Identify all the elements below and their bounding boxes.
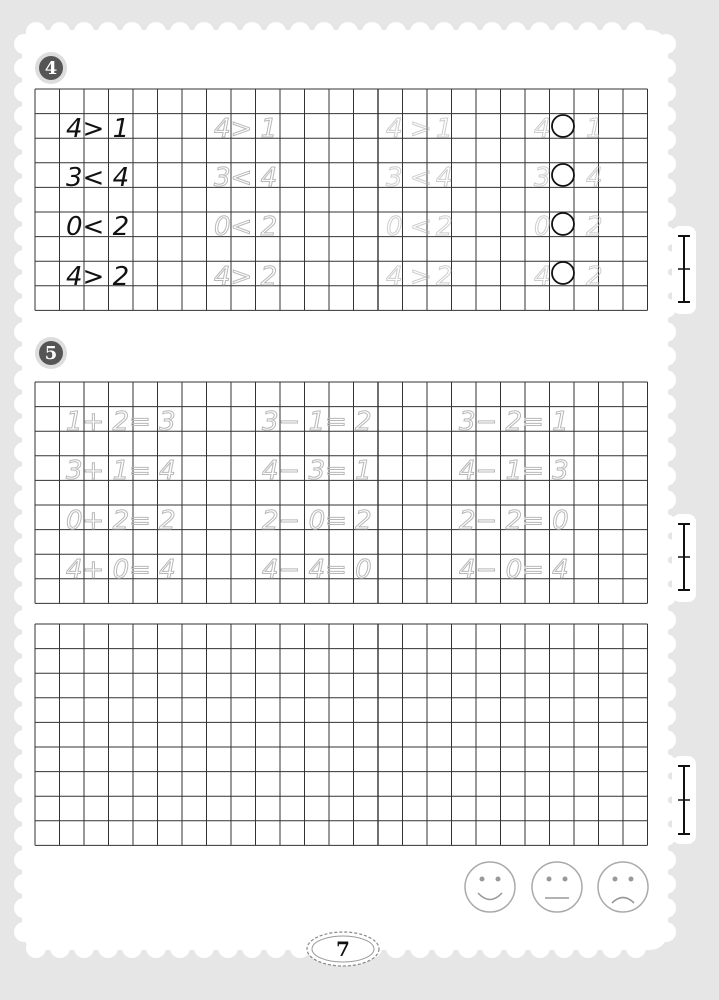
- page-edge-scallop: [410, 938, 430, 958]
- trace-equation: 4+ 0= 4: [66, 555, 176, 585]
- page-edge-scallop: [146, 938, 166, 958]
- page-edge-scallop: [14, 226, 34, 246]
- page-edge-scallop: [290, 22, 310, 42]
- page-edge-scallop: [656, 682, 676, 702]
- page-edge-scallop: [656, 874, 676, 894]
- page-edge-scallop: [14, 754, 34, 774]
- page-edge-scallop: [14, 898, 34, 918]
- page-edge-scallop: [656, 466, 676, 486]
- page-edge-scallop: [14, 346, 34, 366]
- trace-equation: 0+ 2= 2: [66, 506, 176, 536]
- page-edge-scallop: [14, 802, 34, 822]
- page-edge-scallop: [14, 490, 34, 510]
- page-edge-scallop: [74, 22, 94, 42]
- page-edge-scallop: [14, 298, 34, 318]
- task-badge-4: [35, 52, 67, 84]
- page-edge-scallop: [656, 346, 676, 366]
- page-edge-scallop: [554, 938, 574, 958]
- page-edge-scallop: [434, 22, 454, 42]
- page-edge-scallop: [656, 634, 676, 654]
- page-edge-scallop: [14, 370, 34, 390]
- page-edge-scallop: [458, 22, 478, 42]
- trace-equation: 4− 4= 0: [262, 555, 372, 585]
- trace-expression: 0< 2: [214, 212, 278, 242]
- page-edge-scallop: [434, 938, 454, 958]
- page-edge-scallop: [14, 250, 34, 270]
- page-edge-scallop: [74, 938, 94, 958]
- faint-left: 3: [386, 163, 403, 193]
- page-edge-scallop: [122, 22, 142, 42]
- page-edge-scallop: [656, 658, 676, 678]
- page-edge-scallop: [656, 394, 676, 414]
- page-edge-scallop: [386, 938, 406, 958]
- page-edge-scallop: [14, 130, 34, 150]
- margin-marker-1: [672, 226, 696, 314]
- page-edge-scallop: [656, 202, 676, 222]
- page-edge-scallop: [170, 22, 190, 42]
- page-edge-scallop: [656, 706, 676, 726]
- page-edge-scallop: [14, 466, 34, 486]
- page-edge-scallop: [14, 82, 34, 102]
- faint-right: 1: [436, 114, 453, 144]
- trace-equation: 4− 0= 4: [459, 555, 569, 585]
- example-expression: 4> 2: [66, 262, 130, 292]
- trace-equation: 4− 3= 1: [262, 456, 372, 486]
- page-edge-scallop: [242, 22, 262, 42]
- page-edge-scallop: [656, 106, 676, 126]
- page-edge-scallop: [14, 658, 34, 678]
- compare-right: 1: [586, 114, 603, 144]
- faint-sign: <: [410, 163, 432, 193]
- page-edge-scallop: [14, 154, 34, 174]
- page-edge-scallop: [14, 322, 34, 342]
- page-edge-scallop: [14, 682, 34, 702]
- page-edge-scallop: [338, 22, 358, 42]
- compare-circle[interactable]: [552, 262, 574, 284]
- page-edge-scallop: [626, 938, 646, 958]
- page-edge-scallop: [656, 442, 676, 462]
- page-edge-scallop: [194, 938, 214, 958]
- page-edge-scallop: [194, 22, 214, 42]
- faint-sign: >: [410, 114, 432, 144]
- compare-left: 3: [534, 163, 551, 193]
- page-edge-scallop: [14, 826, 34, 846]
- task-badge-5: [35, 337, 67, 369]
- faint-right: 2: [436, 262, 453, 292]
- compare-right: 4: [586, 163, 603, 193]
- page-edge-scallop: [458, 938, 478, 958]
- page-edge-scallop: [14, 634, 34, 654]
- happy-face-icon[interactable]: [465, 862, 515, 912]
- page-edge-scallop: [656, 154, 676, 174]
- faint-right: 4: [436, 163, 453, 193]
- page-edge-scallop: [218, 938, 238, 958]
- page-edge-scallop: [14, 178, 34, 198]
- page-edge-scallop: [146, 22, 166, 42]
- page-edge-scallop: [14, 562, 34, 582]
- faint-right: 2: [436, 212, 453, 242]
- margin-marker-3: [672, 756, 696, 844]
- faint-left: 0: [386, 212, 403, 242]
- compare-right: 2: [586, 262, 603, 292]
- faint-left: 4: [386, 114, 403, 144]
- page-edge-scallop: [98, 938, 118, 958]
- page-edge-scallop: [656, 610, 676, 630]
- page-edge-scallop: [14, 610, 34, 630]
- trace-expression: 3< 4: [214, 163, 278, 193]
- page-edge-scallop: [656, 850, 676, 870]
- page-edge-scallop: [14, 922, 34, 942]
- page-edge-scallop: [14, 850, 34, 870]
- page-edge-scallop: [656, 898, 676, 918]
- page-edge-scallop: [170, 938, 190, 958]
- page-edge-scallop: [410, 22, 430, 42]
- page-edge-scallop: [314, 22, 334, 42]
- page-edge-scallop: [50, 22, 70, 42]
- page-number: 7: [336, 937, 350, 961]
- compare-circle[interactable]: [552, 164, 574, 186]
- trace-equation: 2− 2= 0: [459, 506, 569, 536]
- compare-circle[interactable]: [552, 115, 574, 137]
- page-edge-scallop: [530, 22, 550, 42]
- trace-equation: 3− 2= 1: [459, 407, 569, 437]
- page-edge-scallop: [362, 22, 382, 42]
- compare-left: 0: [534, 212, 551, 242]
- trace-expression: 4> 1: [214, 114, 278, 144]
- page-edge-scallop: [218, 22, 238, 42]
- page-edge-scallop: [14, 706, 34, 726]
- page-edge-scallop: [14, 106, 34, 126]
- page-edge-scallop: [656, 730, 676, 750]
- compare-left: 4: [534, 114, 551, 144]
- trace-equation: 3+ 1= 4: [66, 456, 176, 486]
- page-edge-scallop: [14, 34, 34, 54]
- faint-left: 4: [386, 262, 403, 292]
- page-edge-scallop: [14, 394, 34, 414]
- page-edge-scallop: [656, 922, 676, 942]
- task-number: 5: [44, 343, 58, 364]
- trace-equation: 2− 0= 2: [262, 506, 372, 536]
- page-edge-scallop: [482, 938, 502, 958]
- page-edge-scallop: [14, 538, 34, 558]
- page-edge-scallop: [656, 130, 676, 150]
- page-edge-scallop: [50, 938, 70, 958]
- page-edge-scallop: [14, 202, 34, 222]
- page-edge-scallop: [530, 938, 550, 958]
- page-edge-scallop: [578, 938, 598, 958]
- page-edge-scallop: [602, 22, 622, 42]
- compare-right: 2: [586, 212, 603, 242]
- trace-equation: 4− 1= 3: [459, 456, 569, 486]
- page-edge-scallop: [14, 778, 34, 798]
- margin-marker-2: [672, 514, 696, 602]
- page-edge-scallop: [14, 274, 34, 294]
- example-expression: 0< 2: [66, 212, 130, 242]
- page-edge-scallop: [14, 418, 34, 438]
- page-edge-scallop: [602, 938, 622, 958]
- page-edge-scallop: [506, 938, 526, 958]
- trace-equation: 3− 1= 2: [262, 407, 372, 437]
- compare-left: 4: [534, 262, 551, 292]
- page-edge-scallop: [656, 370, 676, 390]
- page-edge-scallop: [14, 514, 34, 534]
- page-edge-scallop: [386, 22, 406, 42]
- page-edge-scallop: [626, 22, 646, 42]
- page-edge-scallop: [656, 322, 676, 342]
- page-edge-scallop: [656, 178, 676, 198]
- page-edge-scallop: [242, 938, 262, 958]
- page-edge-scallop: [266, 22, 286, 42]
- page-edge-scallop: [656, 34, 676, 54]
- task-number: 4: [44, 58, 58, 79]
- trace-expression: 4> 2: [214, 262, 278, 292]
- page-number-badge: [307, 932, 379, 966]
- example-expression: 4> 1: [66, 114, 130, 144]
- trace-equation: 1+ 2= 3: [66, 407, 176, 437]
- page-edge-scallop: [266, 938, 286, 958]
- page-edge-scallop: [122, 938, 142, 958]
- page-edge-scallop: [656, 490, 676, 510]
- page-edge-scallop: [14, 442, 34, 462]
- page-edge-scallop: [14, 874, 34, 894]
- faint-sign: <: [410, 212, 432, 242]
- neutral-face-icon[interactable]: [532, 862, 582, 912]
- page-edge-scallop: [656, 82, 676, 102]
- page-edge-scallop: [578, 22, 598, 42]
- page-edge-scallop: [656, 418, 676, 438]
- page-edge-scallop: [506, 22, 526, 42]
- page-edge-scallop: [14, 730, 34, 750]
- page-edge-scallop: [14, 58, 34, 78]
- page-edge-scallop: [14, 586, 34, 606]
- page-edge-scallop: [26, 938, 46, 958]
- page-edge-scallop: [554, 22, 574, 42]
- page-edge-scallop: [98, 22, 118, 42]
- example-expression: 3< 4: [66, 163, 130, 193]
- page-edge-scallop: [656, 58, 676, 78]
- compare-circle[interactable]: [552, 213, 574, 235]
- page-edge-scallop: [482, 22, 502, 42]
- sad-face-icon[interactable]: [598, 862, 648, 912]
- faint-sign: >: [410, 262, 432, 292]
